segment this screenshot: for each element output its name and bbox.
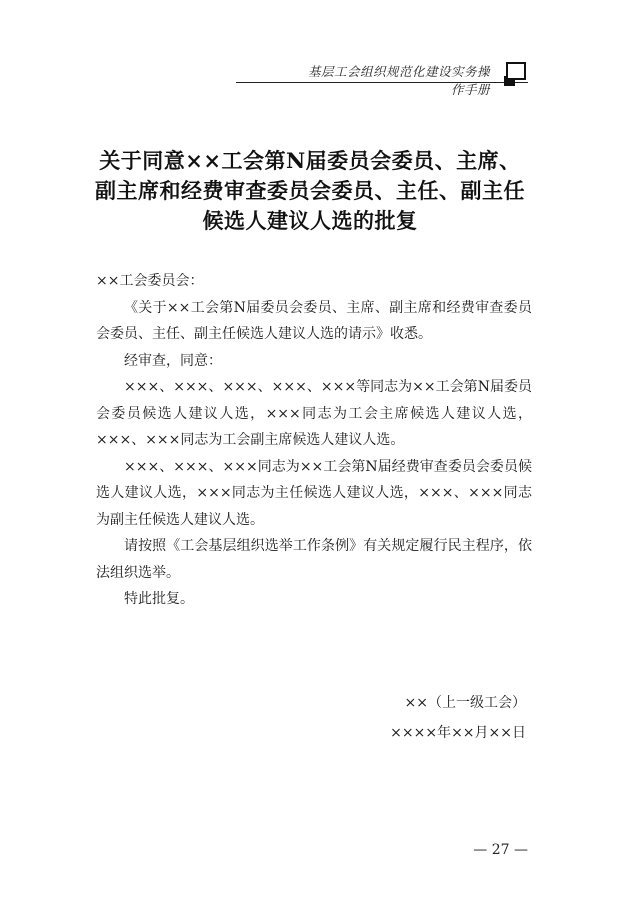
document-body — [96, 268, 532, 613]
paragraph-election-instruction: 请按照《工会基层组织选举工作条例》有关规定履行民主程序，依法组织选举。 — [96, 538, 532, 581]
title-line-1: 关于同意××工会第N届委员会委员、主席、 — [99, 148, 521, 173]
signature-date: ××××年××月××日 — [390, 725, 526, 741]
page-number: — 27 — — [473, 842, 528, 858]
signature-issuer: ××（上一级工会） — [404, 695, 526, 711]
document-title — [80, 146, 540, 236]
paragraph-committee-candidates: ×××、×××、×××、×××、×××等同志为××工会第N届委员会委员候选人建议人选，×××同志为工会主席候选人建议人选，×××、×××同志为工会副主席候选人建议人选。 — [96, 379, 532, 448]
paragraph-audit-committee-candidates: ×××、×××、×××同志为××工会第N届经费审查委员会委员候选人建议人选，×××同志为主任候选人建议人选，×××、×××同志为副主任候选人建议人选。 — [96, 458, 532, 528]
paragraph-request-received: 《关于××工会第N届委员会委员、主席、副主席和经费审查委员会委员、主任、副主任候选人建议人选的请示》收悉。 — [96, 299, 532, 342]
header-ornament — [506, 62, 526, 80]
paragraph-closing: 特此批复。 — [124, 591, 194, 607]
running-header: 基层工会组织规范化建设实务操作手册 — [307, 64, 490, 97]
title-line-3: 候选人建议人选的批复 — [202, 208, 418, 233]
salutation: ××工会委员会： — [96, 273, 204, 289]
title-line-2: 副主席和经费审查委员会委员、主任、副主任 — [95, 178, 525, 203]
signature-block — [300, 688, 526, 748]
paragraph-approval: 经审查，同意： — [124, 352, 222, 369]
header-rule — [236, 82, 528, 83]
